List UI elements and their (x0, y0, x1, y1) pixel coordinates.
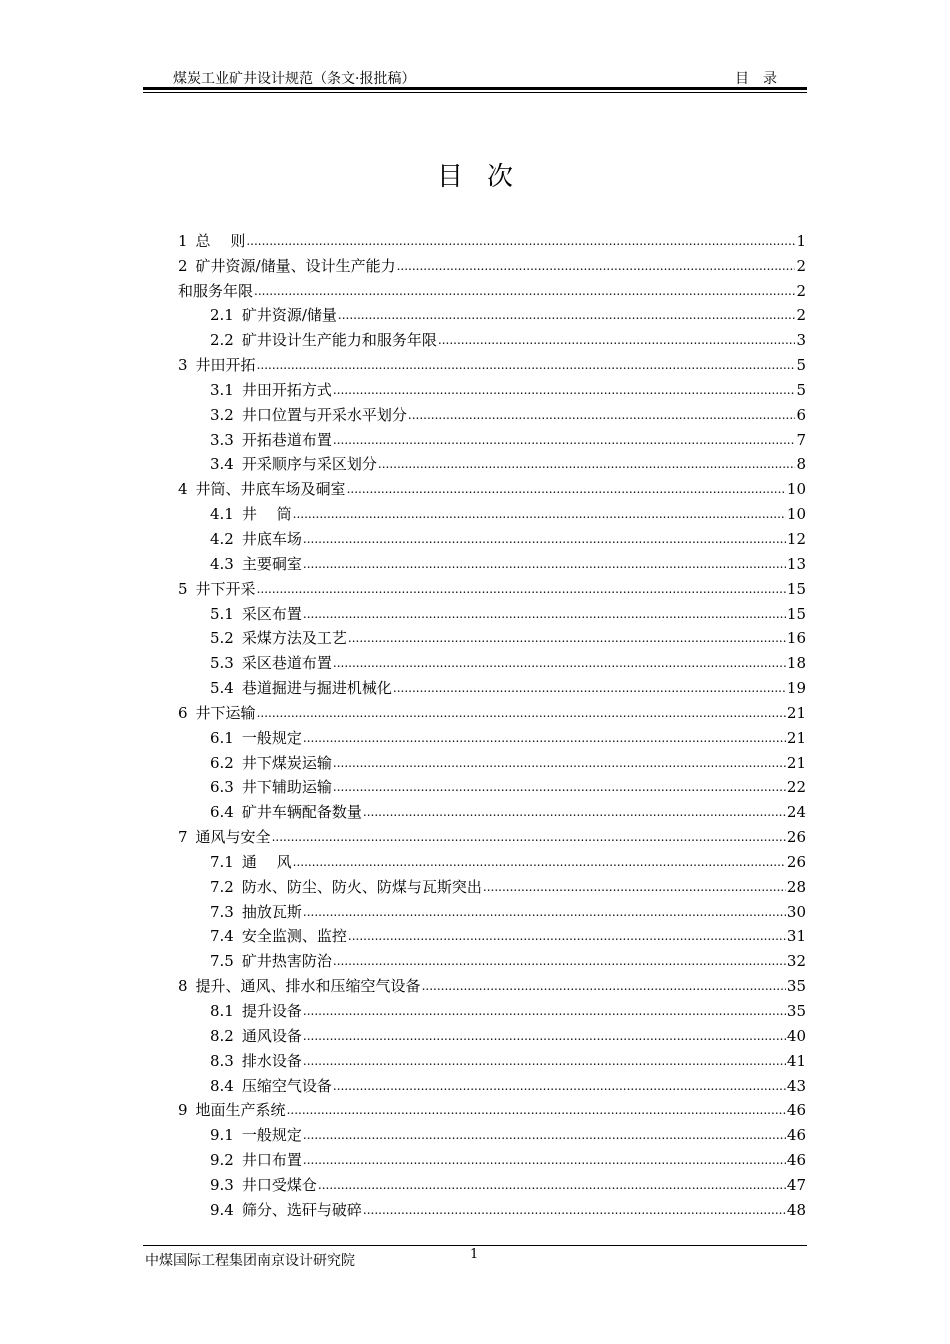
toc-entry-number: 9.3 (210, 1175, 234, 1194)
toc-entry[interactable] (178, 1195, 806, 1220)
toc-entry-label: 筛分、选矸与破碎 (241, 1200, 362, 1219)
toc-entry-number: 2.2 (210, 331, 234, 350)
toc-entry[interactable] (178, 549, 806, 574)
toc-entry-label: 井下辅助运输 (241, 778, 332, 797)
toc-entry-label: 井口位置与开采水平划分 (241, 405, 407, 424)
toc-entry[interactable] (178, 1021, 806, 1046)
toc-entry-number: 8.2 (210, 1026, 234, 1045)
toc-dot-leader (303, 1051, 786, 1071)
toc-entry-page: 30 (786, 902, 806, 921)
toc-entry[interactable] (178, 251, 806, 276)
toc-entry[interactable] (178, 474, 806, 499)
toc-dot-leader (348, 628, 786, 648)
toc-entry-label: 防水、防尘、防火、防煤与瓦斯突出 (241, 877, 482, 896)
toc-entry-label: 井下运输 (195, 703, 256, 722)
header-rule-thin (143, 92, 807, 93)
toc-dot-leader (333, 653, 786, 673)
toc-dot-leader (293, 504, 786, 524)
toc-entry-page: 28 (786, 877, 806, 896)
toc-entry[interactable] (178, 400, 806, 425)
toc-dot-leader (303, 554, 786, 574)
toc-entry-number: 2.1 (210, 306, 234, 325)
toc-entry[interactable] (178, 971, 806, 996)
toc-entry[interactable] (178, 1120, 806, 1145)
toc-entry-number: 8 (178, 977, 188, 996)
toc-dot-leader (333, 777, 786, 797)
toc-entry-label: 主要硐室 (241, 554, 302, 573)
toc-entry[interactable] (178, 1145, 806, 1170)
toc-dot-leader (287, 1100, 786, 1120)
toc-entry-number: 3.4 (210, 455, 234, 474)
toc-dot-leader (254, 281, 795, 301)
toc-dot-leader (303, 604, 786, 624)
toc-dot-leader (397, 256, 796, 276)
toc-entry[interactable] (178, 499, 806, 524)
toc-entry-label: 井田开拓 (195, 356, 256, 375)
toc-dot-leader (318, 1175, 786, 1195)
toc-entry-page: 35 (786, 977, 806, 996)
toc-entry-page: 10 (786, 505, 806, 524)
toc-entry-number: 8.4 (210, 1076, 234, 1095)
header-section: 目 录 (735, 71, 777, 87)
toc-entry-number: 6.1 (210, 728, 234, 747)
toc-entry-number: 6.4 (210, 803, 234, 822)
toc-entry-number: 5 (178, 579, 188, 598)
toc-entry-page: 40 (786, 1026, 806, 1045)
toc-entry-number: 6 (178, 703, 188, 722)
toc-dot-leader (408, 405, 796, 425)
toc-entry-page: 18 (786, 654, 806, 673)
toc-entry-page: 12 (786, 529, 806, 548)
toc-entry-label: 和服务年限 (178, 281, 254, 300)
toc-entry-number: 9.1 (210, 1126, 234, 1145)
toc-entry[interactable] (178, 922, 806, 947)
toc-entry-label: 通 风 (241, 852, 292, 871)
toc-entry-number: 3.1 (210, 380, 234, 399)
toc-entry-page: 43 (786, 1076, 806, 1095)
toc-entry-page: 46 (786, 1101, 806, 1120)
toc-entry-number: 7.4 (210, 927, 234, 946)
toc-entry[interactable] (178, 450, 806, 475)
toc-entry-label: 采煤方法及工艺 (241, 629, 347, 648)
toc-dot-leader (438, 330, 796, 350)
toc-entry-label: 矿井设计生产能力和服务年限 (241, 331, 437, 350)
toc-entry[interactable] (178, 276, 806, 301)
toc-dot-leader (257, 355, 796, 375)
toc-dot-leader (272, 827, 786, 847)
toc-entry-page: 24 (786, 803, 806, 822)
toc-dot-leader (303, 529, 786, 549)
toc-entry-label: 井口布置 (241, 1151, 302, 1170)
toc-entry[interactable] (178, 624, 806, 649)
toc-dot-leader (303, 1150, 786, 1170)
toc-entry-label: 一般规定 (241, 728, 302, 747)
toc-entry-number: 5.2 (210, 629, 234, 648)
toc-entry-page: 5 (796, 356, 806, 375)
toc-entry-label: 采区巷道布置 (241, 654, 332, 673)
toc-entry[interactable] (178, 1071, 806, 1096)
toc-entry-page: 31 (786, 927, 806, 946)
toc-dot-leader (348, 926, 786, 946)
toc-entry-page: 2 (796, 281, 806, 300)
toc-dot-leader (303, 902, 786, 922)
toc-entry-number: 1 (178, 231, 188, 250)
toc-entry[interactable] (178, 325, 806, 350)
toc-dot-leader (257, 703, 786, 723)
toc-entry[interactable] (178, 797, 806, 822)
toc-entry[interactable] (178, 574, 806, 599)
toc-entry-page: 8 (796, 455, 806, 474)
toc-entry-label: 井下开采 (195, 579, 256, 598)
toc-dot-leader (347, 479, 786, 499)
toc-entry-page: 35 (786, 1002, 806, 1020)
toc-entry[interactable] (178, 1170, 806, 1195)
toc-entry-label: 总 则 (195, 231, 246, 250)
toc-dot-leader (393, 678, 786, 698)
toc-entry-page: 46 (786, 1126, 806, 1145)
toc-entry-page: 6 (796, 405, 806, 424)
toc-dot-leader (333, 1076, 786, 1096)
toc-entry-page: 19 (786, 679, 806, 698)
toc-dot-leader (257, 579, 786, 599)
toc-entry[interactable] (178, 1096, 806, 1121)
footer-page-number: 1 (470, 1247, 479, 1262)
toc-entry-number: 5.3 (210, 654, 234, 673)
toc-entry-page: 10 (786, 480, 806, 499)
toc-dot-leader (303, 728, 786, 748)
toc-entry[interactable] (178, 748, 806, 773)
toc-entry[interactable] (178, 872, 806, 897)
toc-entry-page: 46 (786, 1151, 806, 1170)
toc-entry-label: 抽放瓦斯 (241, 902, 302, 921)
toc-dot-leader (303, 1026, 786, 1046)
toc-entry[interactable] (178, 599, 806, 624)
toc-entry-page: 22 (786, 778, 806, 797)
toc-entry-page: 15 (786, 604, 806, 623)
toc-entry-label: 压缩空气设备 (241, 1076, 332, 1095)
toc-entry-label: 排水设备 (241, 1051, 302, 1070)
toc-entry-number: 9.4 (210, 1200, 234, 1219)
footer-organization: 中煤国际工程集团南京设计研究院 (145, 1253, 355, 1269)
page-title: 目次 (436, 162, 537, 192)
toc-entry-label: 井下煤炭运输 (241, 753, 332, 772)
toc-entry-number: 7.1 (210, 852, 234, 871)
table-of-contents (178, 226, 806, 1220)
toc-entry[interactable] (178, 673, 806, 698)
toc-entry-number: 9 (178, 1101, 188, 1120)
toc-entry-page: 47 (786, 1175, 806, 1194)
toc-entry-label: 提升设备 (241, 1002, 302, 1020)
toc-entry[interactable] (178, 1046, 806, 1071)
toc-entry-number: 4 (178, 480, 188, 499)
toc-entry-label: 井 筒 (241, 505, 292, 524)
toc-entry-page: 1 (796, 231, 806, 250)
toc-entry-label: 巷道掘进与掘进机械化 (241, 679, 392, 698)
toc-entry-page: 15 (786, 579, 806, 598)
toc-dot-leader (246, 231, 795, 251)
toc-entry-page: 21 (786, 753, 806, 772)
toc-entry-number: 3.2 (210, 405, 234, 424)
header-doc-title: 煤炭工业矿井设计规范（条文·报批稿） (173, 71, 416, 87)
toc-entry-page: 21 (786, 703, 806, 722)
toc-entry-page: 41 (786, 1051, 806, 1070)
toc-entry[interactable] (178, 897, 806, 922)
toc-entry[interactable] (178, 773, 806, 798)
toc-entry-label: 开采顺序与采区划分 (241, 455, 377, 474)
toc-entry-label: 矿井热害防治 (241, 952, 332, 971)
toc-dot-leader (363, 802, 786, 822)
toc-entry[interactable] (178, 847, 806, 872)
toc-entry-label: 通风与安全 (195, 828, 271, 847)
toc-entry-page: 7 (796, 430, 806, 449)
toc-entry-page: 48 (786, 1200, 806, 1219)
toc-entry-number: 5.1 (210, 604, 234, 623)
toc-entry-number: 2 (178, 256, 188, 275)
toc-entry[interactable] (178, 301, 806, 326)
header-rule-thick (143, 87, 807, 90)
toc-entry-number: 3.3 (210, 430, 234, 449)
toc-entry-number: 4.2 (210, 529, 234, 548)
toc-entry-page: 13 (786, 554, 806, 573)
toc-entry-number: 6.2 (210, 753, 234, 772)
toc-entry-number: 7.3 (210, 902, 234, 921)
toc-entry-label: 一般规定 (241, 1126, 302, 1145)
toc-dot-leader (333, 951, 786, 971)
toc-entry[interactable] (178, 375, 806, 400)
toc-dot-leader (363, 1200, 786, 1220)
toc-entry-label: 矿井资源/储量、设计生产能力 (195, 256, 396, 275)
toc-entry[interactable] (178, 822, 806, 847)
toc-entry-page: 32 (786, 952, 806, 971)
toc-entry-page: 2 (796, 256, 806, 275)
toc-dot-leader (333, 753, 786, 773)
toc-entry-label: 矿井资源/储量 (241, 306, 337, 325)
toc-entry[interactable] (178, 524, 806, 549)
toc-entry-number: 4.3 (210, 554, 234, 573)
toc-dot-leader (422, 976, 786, 996)
toc-entry-number: 7.5 (210, 952, 234, 971)
toc-entry-number: 8.3 (210, 1051, 234, 1070)
toc-dot-leader (338, 305, 796, 325)
toc-entry-label: 地面生产系统 (195, 1101, 286, 1120)
toc-entry-label: 井底车场 (241, 529, 302, 548)
toc-dot-leader (378, 454, 796, 474)
toc-entry-label: 通风设备 (241, 1026, 302, 1045)
toc-entry[interactable] (178, 946, 806, 971)
toc-entry-page: 26 (786, 852, 806, 871)
toc-dot-leader (333, 430, 796, 450)
toc-entry-label: 安全监测、监控 (241, 927, 347, 946)
toc-dot-leader (303, 1001, 786, 1021)
toc-dot-leader (293, 852, 786, 872)
toc-entry-label: 提升、通风、排水和压缩空气设备 (195, 977, 421, 996)
toc-entry[interactable] (178, 996, 806, 1021)
toc-entry-label: 井筒、井底车场及硐室 (195, 480, 346, 499)
toc-dot-leader (333, 380, 796, 400)
toc-entry-number: 4.1 (210, 505, 234, 524)
toc-entry-page: 16 (786, 629, 806, 648)
toc-entry-page: 26 (786, 828, 806, 847)
toc-entry-label: 采区布置 (241, 604, 302, 623)
footer-rule (143, 1245, 807, 1246)
toc-entry-page: 3 (796, 331, 806, 350)
toc-dot-leader (483, 877, 786, 897)
toc-entry[interactable] (178, 226, 806, 251)
toc-entry-number: 6.3 (210, 778, 234, 797)
toc-entry-label: 矿井车辆配备数量 (241, 803, 362, 822)
toc-dot-leader (303, 1125, 786, 1145)
toc-entry-label: 井口受煤仓 (241, 1175, 317, 1194)
toc-entry-label: 开拓巷道布置 (241, 430, 332, 449)
toc-entry-number: 7 (178, 828, 188, 847)
toc-entry-page: 21 (786, 728, 806, 747)
toc-entry-page: 2 (796, 306, 806, 325)
toc-entry-number: 3 (178, 356, 188, 375)
toc-entry[interactable] (178, 425, 806, 450)
toc-entry-number: 7.2 (210, 877, 234, 896)
toc-entry-number: 9.2 (210, 1151, 234, 1170)
toc-entry[interactable] (178, 723, 806, 748)
toc-entry[interactable] (178, 350, 806, 375)
toc-entry[interactable] (178, 648, 806, 673)
toc-entry-page: 5 (796, 380, 806, 399)
toc-entry[interactable] (178, 698, 806, 723)
toc-entry-label: 井田开拓方式 (241, 380, 332, 399)
toc-entry-number: 8.1 (210, 1002, 234, 1020)
toc-entry-number: 5.4 (210, 679, 234, 698)
